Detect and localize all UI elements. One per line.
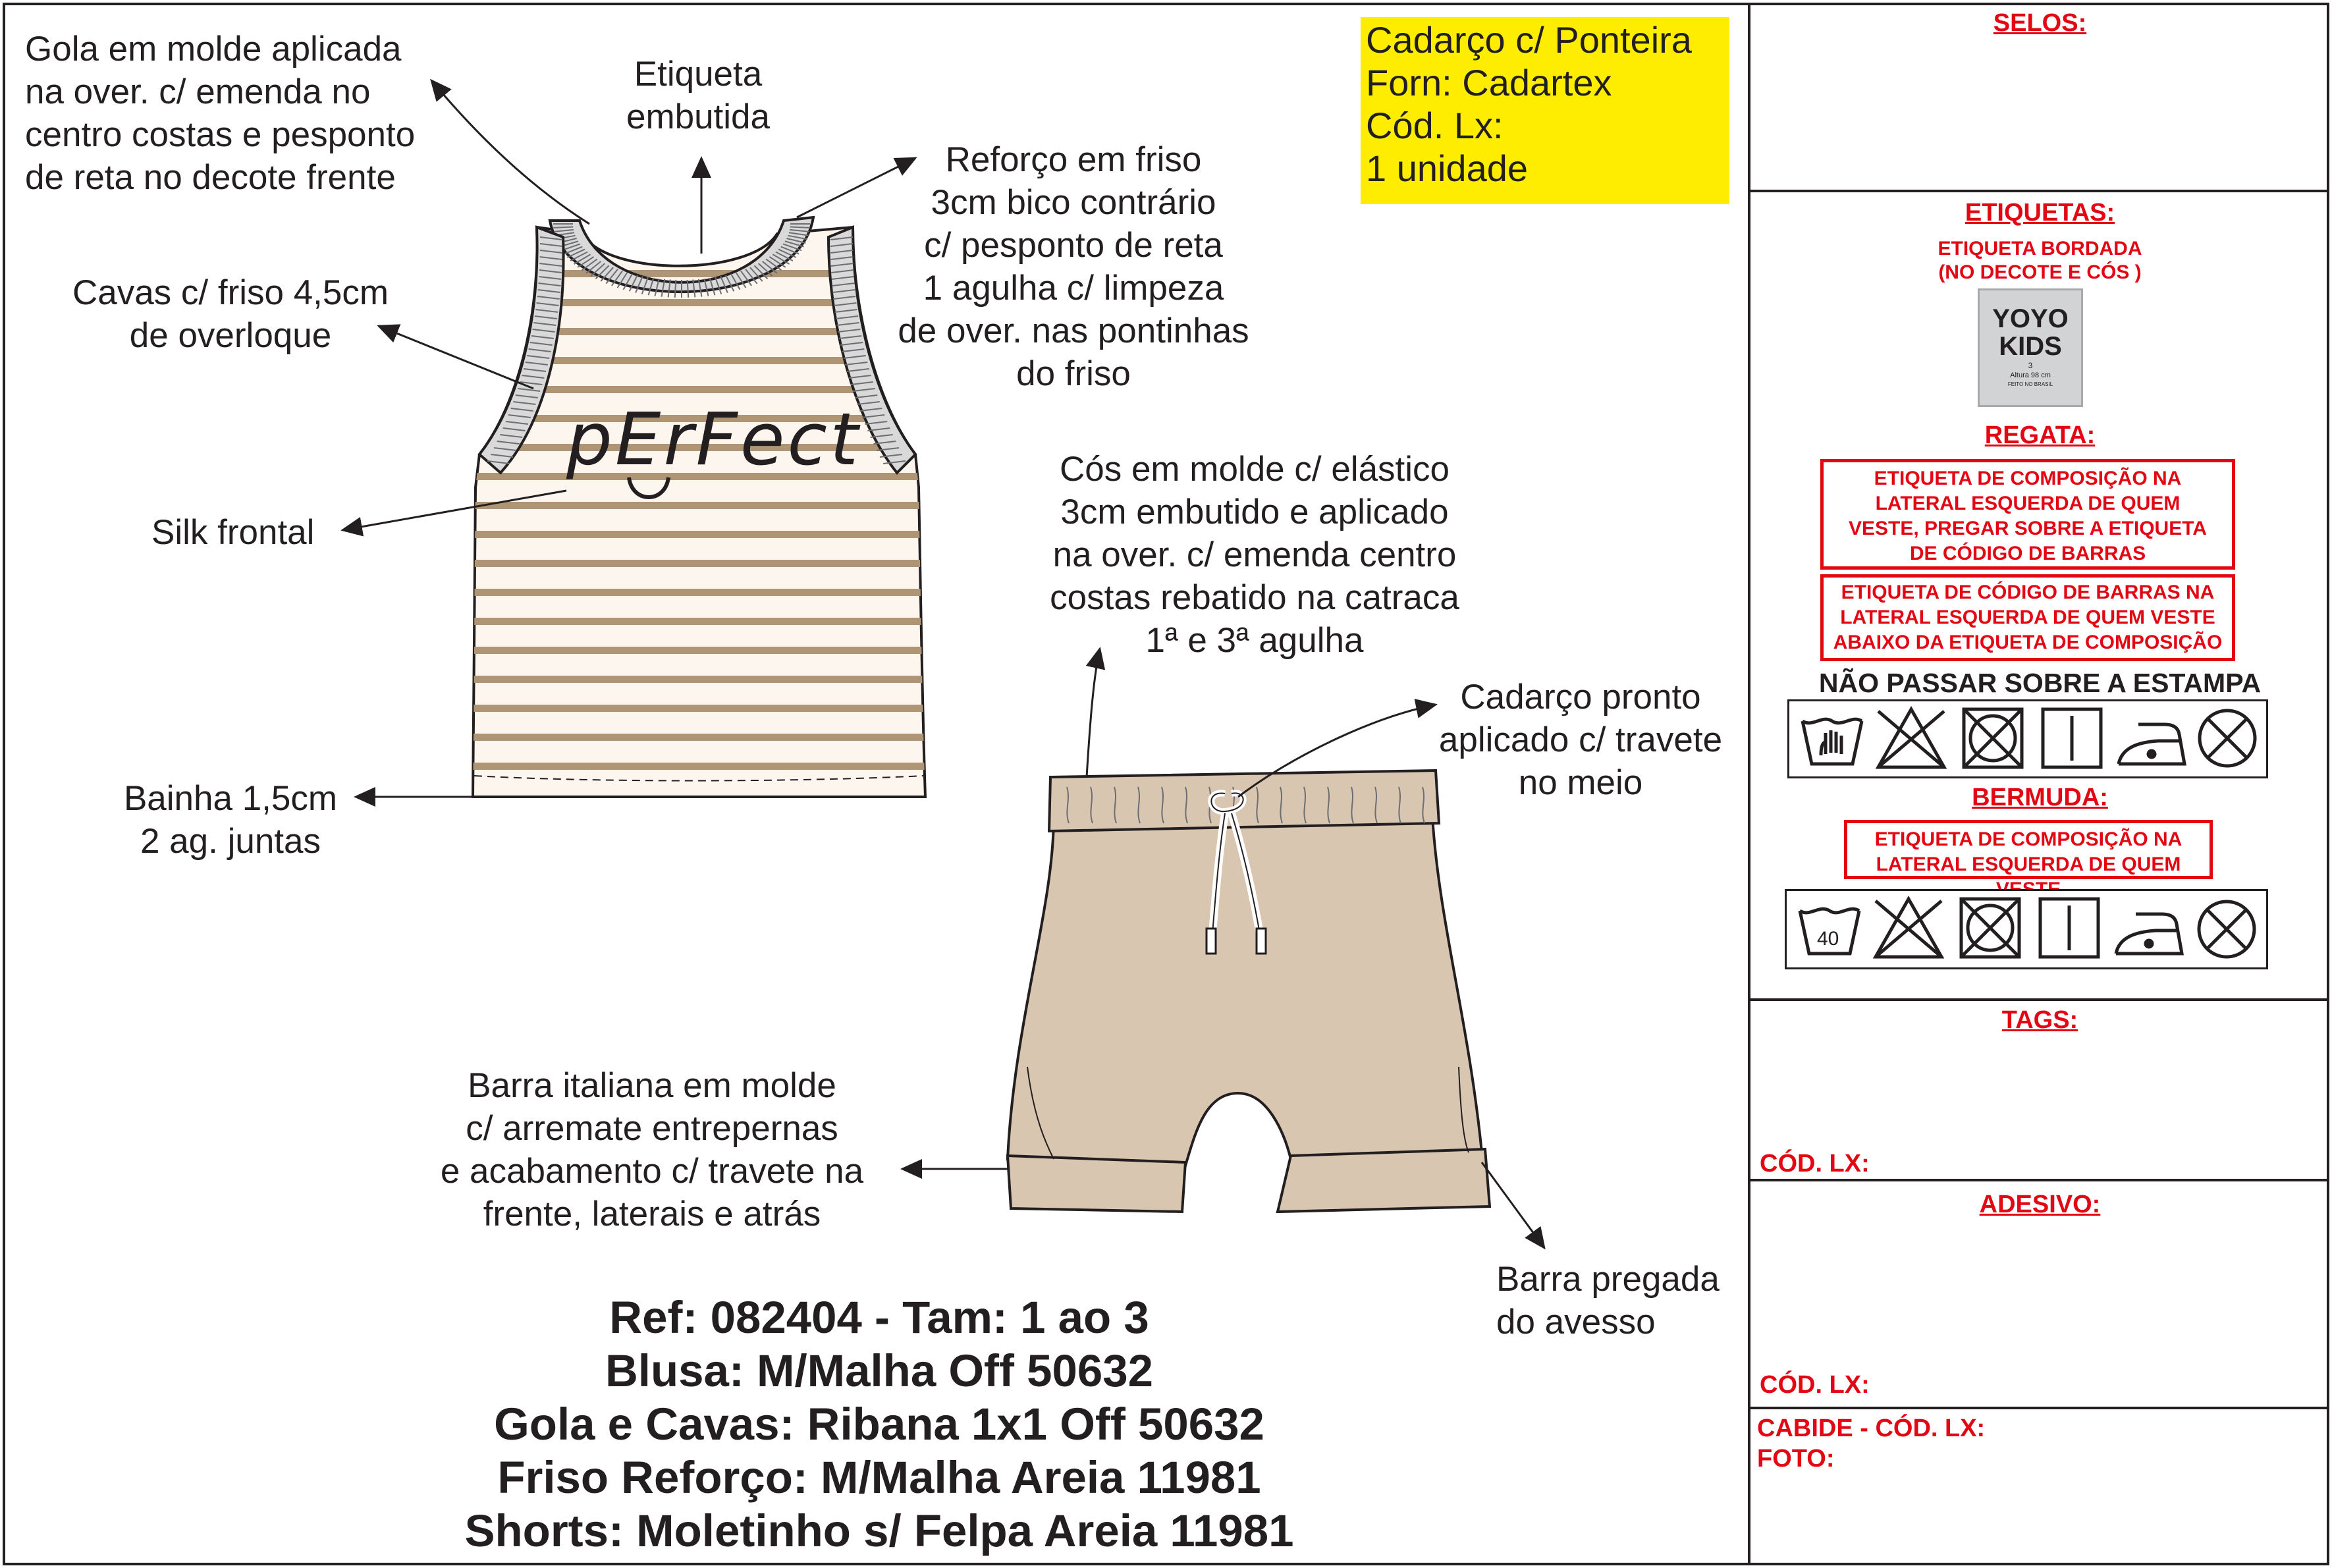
note-bainha: [99, 777, 362, 863]
etiqueta-bordada-note: [1750, 237, 2329, 284]
no-bleach-icon: [1878, 709, 1944, 767]
no-dry-clean-icon: [2200, 711, 2255, 766]
etiquetas-title: ETIQUETAS:: [1965, 199, 2115, 227]
note-reforco: [856, 138, 1291, 395]
cadarco-note-line: Cód. Lx:: [1366, 105, 1504, 146]
reference-line: Friso Reforço: M/Malha Areia 11981: [497, 1452, 1261, 1503]
note-gola-line: Gola em molde aplicada: [25, 30, 402, 68]
note-etiqueta-line: embutida: [626, 97, 771, 136]
reference-line: Ref: 082404 - Tam: 1 ao 3: [609, 1292, 1149, 1343]
care-symbols-bermuda: [1785, 889, 2268, 969]
line-dry-icon: [2043, 709, 2101, 767]
note-reforco-line: 1 agulha c/ limpeza: [923, 269, 1224, 308]
tags-title: TAGS:: [2001, 1006, 2078, 1034]
note-barra-italiana-line: e acabamento c/ travete na: [440, 1152, 864, 1191]
bermuda-composition-box: [1844, 820, 2213, 879]
foto-label: FOTO:: [1757, 1445, 1835, 1473]
note-cos-line: costas rebatido na catraca: [1050, 578, 1459, 617]
no-bleach-icon: [1876, 899, 1941, 957]
shorts: [1008, 770, 1490, 1212]
regata-barcode-box: [1820, 574, 2235, 661]
shirt-stripe: [461, 531, 935, 538]
print-text: pErFect: [566, 397, 861, 481]
cadarco-note-line: Forn: Cadartex: [1366, 62, 1612, 103]
note-bainha-line: 2 ag. juntas: [140, 822, 321, 861]
shirt-stripe: [461, 647, 935, 654]
note-silk-line: Silk frontal: [151, 513, 315, 552]
note-cos-line: 3cm embutido e aplicado: [1060, 493, 1449, 531]
note-cos-line: 1ª e 3ª agulha: [1145, 621, 1364, 660]
adesivo-title: ADESIVO:: [1979, 1191, 2101, 1218]
iron-low-icon: [2116, 914, 2182, 954]
tags-cod-lx: CÓD. LX:: [1760, 1150, 1870, 1177]
note-cadarco-line: aplicado c/ travete: [1438, 720, 1723, 759]
brand-label-size: 3: [2028, 361, 2033, 370]
regata-title: REGATA:: [1984, 421, 2096, 449]
note-cos: [1008, 448, 1502, 662]
reference-block: [369, 1291, 1390, 1557]
regata-box1-line: ETIQUETA DE COMPOSIÇÃO NA: [1874, 468, 2182, 489]
regata-box2-line: ETIQUETA DE CÓDIGO DE BARRAS NA: [1841, 581, 2215, 603]
note-reforco-line: c/ pesponto de reta: [924, 226, 1223, 265]
divider-etiquetas: [1748, 998, 2329, 1001]
note-silk: [151, 511, 415, 554]
brand-label-made: FEITO NO BRASIL: [2007, 381, 2053, 387]
wash-40-icon: [1800, 909, 1859, 954]
note-bainha-line: Bainha 1,5cm: [123, 779, 338, 818]
note-cadarco-line: no meio: [1518, 763, 1643, 802]
no-tumble-dry-icon: [1964, 709, 2022, 767]
note-cavas: [40, 271, 421, 357]
etiqueta-bordada-line: ETIQUETA BORDADA: [1938, 238, 2142, 259]
shirt-stripe: [461, 618, 935, 625]
note-reforco-line: 3cm bico contrário: [931, 183, 1216, 222]
note-gola-line: na over. c/ emenda no: [25, 72, 371, 111]
note-barra-pregada: [1496, 1258, 1747, 1343]
note-cavas-line: de overloque: [129, 316, 332, 355]
note-cadarco-line: Cadarço pronto: [1460, 678, 1701, 716]
shirt-stripe: [461, 763, 935, 770]
shirt-stripe: [461, 676, 935, 683]
note-barra-pregada-line: Barra pregada: [1496, 1260, 1720, 1299]
note-etiqueta-line: Etiqueta: [634, 55, 763, 94]
selos-title: SELOS:: [1993, 9, 2087, 37]
regata-box1-line: DE CÓDIGO DE BARRAS: [1909, 543, 2146, 564]
note-cos-line: Cós em molde c/ elástico: [1059, 450, 1450, 489]
note-cadarco: [1416, 676, 1745, 804]
brand-label: [1978, 288, 2083, 407]
divider-tags: [1748, 1179, 2329, 1181]
care-symbols-regata: [1787, 699, 2268, 778]
regata-composition-box: [1820, 459, 2235, 570]
divider-selos: [1748, 190, 2329, 192]
cadarco-note: [1361, 17, 1729, 204]
shirt-stripe: [461, 502, 935, 509]
reference-line: Gola e Cavas: Ribana 1x1 Off 50632: [494, 1399, 1264, 1449]
shirt-stripe: [461, 589, 935, 596]
note-gola-line: centro costas e pesponto: [25, 115, 416, 154]
nao-passar-warning: NÃO PASSAR SOBRE A ESTAMPA: [1818, 668, 2262, 698]
note-gola: [25, 28, 486, 199]
reference-line: Shorts: Moletinho s/ Felpa Areia 11981: [464, 1505, 1294, 1556]
cadarco-note-line: Cadarço c/ Ponteira: [1366, 19, 1692, 61]
note-etiqueta: [566, 53, 830, 138]
note-barra-italiana: [408, 1064, 896, 1235]
adesivo-cod-lx: CÓD. LX:: [1760, 1371, 1870, 1399]
shirt-stripe: [461, 705, 935, 712]
no-tumble-dry-icon: [1961, 899, 2019, 957]
divider-adesivo: [1748, 1407, 2329, 1409]
shirt-stripe: [461, 734, 935, 741]
note-cavas-line: Cavas c/ friso 4,5cm: [72, 273, 389, 312]
regata-box2-line: ABAIXO DA ETIQUETA DE COMPOSIÇÃO: [1833, 632, 2223, 653]
iron-low-icon: [2119, 724, 2184, 764]
hand-wash-icon: [1803, 719, 1862, 764]
note-reforco-line: de over. nas pontinhas: [898, 311, 1249, 350]
regata-box1-line: LATERAL ESQUERDA DE QUEM: [1875, 493, 2181, 514]
cadarco-note-line: 1 unidade: [1366, 148, 1529, 189]
no-dry-clean-icon: [2199, 902, 2254, 957]
bermuda-box-line: ETIQUETA DE COMPOSIÇÃO NA: [1874, 828, 2183, 850]
line-dry-icon: [2040, 899, 2098, 957]
note-barra-italiana-line: frente, laterais e atrás: [483, 1195, 821, 1233]
etiqueta-bordada-line: (NO DECOTE E CÓS ): [1938, 261, 2142, 283]
brand-label-name-2: KIDS: [1999, 332, 2062, 361]
regata-box2-line: LATERAL ESQUERDA DE QUEM VESTE: [1840, 607, 2215, 628]
bermuda-box-line: LATERAL ESQUERDA DE QUEM: [1876, 853, 2181, 875]
brand-label-name-1: YOYO: [1992, 304, 2069, 333]
note-cos-line: na over. c/ emenda centro: [1052, 535, 1457, 574]
bermuda-title: BERMUDA:: [1972, 784, 2108, 811]
note-gola-line: de reta no decote frente: [25, 158, 396, 197]
regata-box1-line: VESTE, PREGAR SOBRE A ETIQUETA: [1849, 518, 2207, 539]
reference-line: Blusa: M/Malha Off 50632: [605, 1345, 1154, 1396]
brand-label-height: Altura 98 cm: [2010, 371, 2051, 379]
note-barra-italiana-line: c/ arremate entrepernas: [466, 1109, 838, 1148]
wash-temp-label: 40: [1817, 928, 1839, 950]
note-reforco-line: do friso: [1016, 354, 1131, 393]
shirt-stripe: [461, 560, 935, 567]
note-barra-italiana-line: Barra italiana em molde: [468, 1066, 836, 1105]
note-barra-pregada-line: do avesso: [1496, 1303, 1656, 1341]
note-reforco-line: Reforço em friso: [945, 140, 1202, 179]
cabide-cod-lx: CABIDE - CÓD. LX:: [1757, 1415, 1986, 1442]
